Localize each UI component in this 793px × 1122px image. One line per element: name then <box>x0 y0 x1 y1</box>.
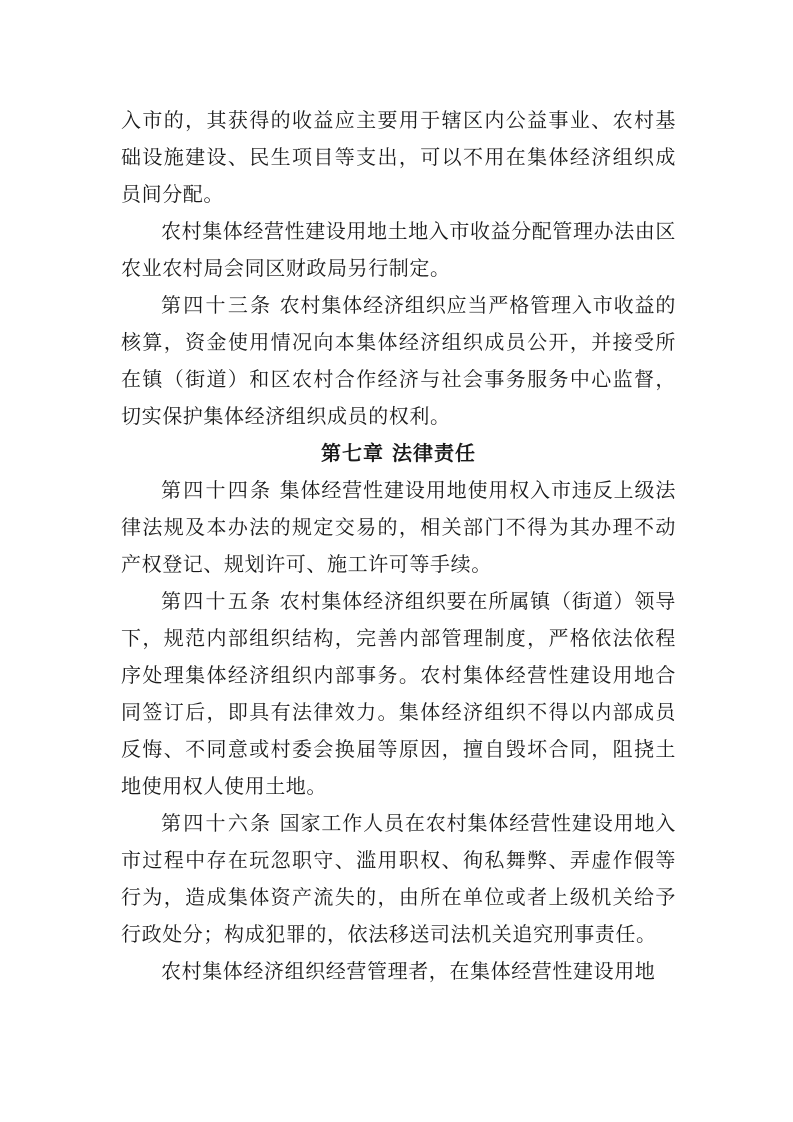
article-number: 第四十三条 <box>161 293 273 317</box>
paragraph-text: 农村集体经济组织经营管理者，在集体经营性建设用地 <box>161 959 656 983</box>
article-45 <box>121 583 676 805</box>
article-44 <box>121 472 676 583</box>
paragraph-managers <box>121 953 676 990</box>
paragraph-text: 入市的，其获得的收益应主要用于辖区内公益事业、农村基础设施建设、民生项目等支出，可以不用在集体经济组织成员间分配。 <box>121 108 676 206</box>
paragraph-revenue-distribution <box>121 213 676 287</box>
article-text: 农村集体经济组织要在所属镇（街道）领导下，规范内部组织结构，完善内部管理制度，严格依法依程序处理集体经济组织内部事务。农村集体经营性建设用地合同签订后，即具有法律效力。集体经济组织不得以内部成员反悔、不同意或村委会换届等原因，擅自毁坏合同，阻挠土地使用权人使用土地。 <box>121 589 676 798</box>
document-body <box>121 102 676 990</box>
article-number: 第四十四条 <box>161 478 273 502</box>
article-text: 集体经营性建设用地使用权入市违反上级法律法规及本办法的规定交易的，相关部门不得为其办理不动产权登记、规划许可、施工许可等手续。 <box>121 478 676 576</box>
paragraph-text: 农村集体经营性建设用地土地入市收益分配管理办法由区农业农村局会同区财政局另行制定。 <box>121 219 676 280</box>
article-43 <box>121 287 676 435</box>
chapter-title: 第七章 法律责任 <box>321 441 476 465</box>
article-number: 第四十六条 <box>161 811 273 835</box>
paragraph-continued <box>121 102 676 213</box>
article-text: 农村集体经济组织应当严格管理入市收益的核算，资金使用情况向本集体经济组织成员公开，并接受所在镇（街道）和区农村合作经济与社会事务服务中心监督，切实保护集体经济组织成员的权利。 <box>121 293 676 428</box>
article-46 <box>121 805 676 953</box>
article-number: 第四十五条 <box>161 589 273 613</box>
article-text: 国家工作人员在农村集体经营性建设用地入市过程中存在玩忽职守、滥用职权、徇私舞弊、弄虚作假等行为，造成集体资产流失的，由所在单位或者上级机关给予行政处分；构成犯罪的，依法移送司法机关追究刑事责任。 <box>121 811 676 946</box>
